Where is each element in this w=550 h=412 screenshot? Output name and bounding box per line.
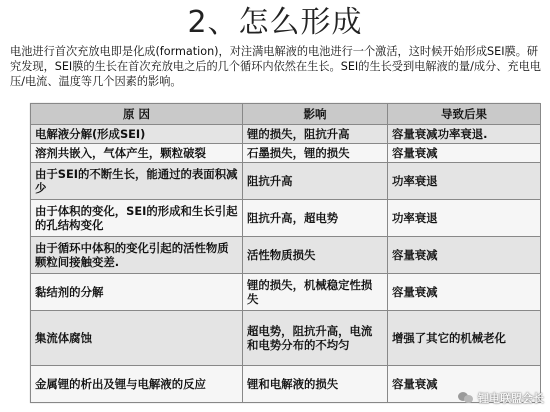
cell-result: 容量衰减 xyxy=(388,144,541,163)
watermark-text: 锂电联盟会长 xyxy=(478,392,544,405)
cell-result: 功率衰退 xyxy=(388,200,541,237)
cell-effect: 锂的损失，阻抗升高 xyxy=(243,125,388,144)
cell-effect: 锂的损失，机械稳定性损失 xyxy=(243,274,388,311)
header-effect: 影响 xyxy=(243,104,388,125)
table-row xyxy=(31,237,541,274)
table-row xyxy=(31,144,541,163)
causes-table xyxy=(30,103,541,403)
slide-title: 2、怎么形成 xyxy=(187,5,363,40)
cell-cause: 黏结剂的分解 xyxy=(31,274,243,311)
cell-cause: 由于SEI的不断生长，能通过的表面积减少 xyxy=(31,163,243,200)
table-row xyxy=(31,163,541,200)
cell-effect: 活性物质损失 xyxy=(243,237,388,274)
wechat-icon xyxy=(458,391,474,405)
table-row xyxy=(31,274,541,311)
cell-result: 容量衰减 xyxy=(388,366,541,403)
header-cause: 原 因 xyxy=(31,104,243,125)
table-row xyxy=(31,200,541,237)
cell-cause: 电解液分解(形成SEI) xyxy=(31,125,243,144)
cell-cause: 溶剂共嵌入，气体产生，颗粒破裂 xyxy=(31,144,243,163)
cell-cause: 由于体积的变化，SEI的形成和生长引起的孔结构变化 xyxy=(31,200,243,237)
cell-result: 容量衰减 xyxy=(388,237,541,274)
cell-result: 容量衰减 xyxy=(388,274,541,311)
table-row xyxy=(31,311,541,366)
cell-effect: 石墨损失，锂的损失 xyxy=(243,144,388,163)
cell-result: 功率衰退 xyxy=(388,163,541,200)
cell-effect: 阻抗升高 xyxy=(243,163,388,200)
cell-cause: 金属锂的析出及锂与电解液的反应 xyxy=(31,366,243,403)
cell-result: 容量衰减功率衰退. xyxy=(388,125,541,144)
watermark xyxy=(458,390,544,406)
cell-cause: 集流体腐蚀 xyxy=(31,311,243,366)
table-header-row xyxy=(31,104,541,125)
cell-effect: 阻抗升高，超电势 xyxy=(243,200,388,237)
causes-table-container xyxy=(30,103,540,403)
cell-effect: 锂和电解液的损失 xyxy=(243,366,388,403)
header-result: 导致后果 xyxy=(388,104,541,125)
cell-cause: 由于循环中体积的变化引起的活性物质颗粒间接触变差. xyxy=(31,237,243,274)
cell-effect: 超电势，阻抗升高，电流和电势分布的不均匀 xyxy=(243,311,388,366)
table-row xyxy=(31,125,541,144)
cell-result: 增强了其它的机械老化 xyxy=(388,311,541,366)
intro-paragraph: 电池进行首次充放电即是化成(formation)，对注满电解液的电池进行一个激活，这时候开始形成SEI膜。研究发现，SEI膜的生长在首次充放电之后的几个循环内依然在生长。SEI的生长受到电解液的量/成分、充电电压/电流、温度等几个因素的影响。 xyxy=(10,45,541,88)
